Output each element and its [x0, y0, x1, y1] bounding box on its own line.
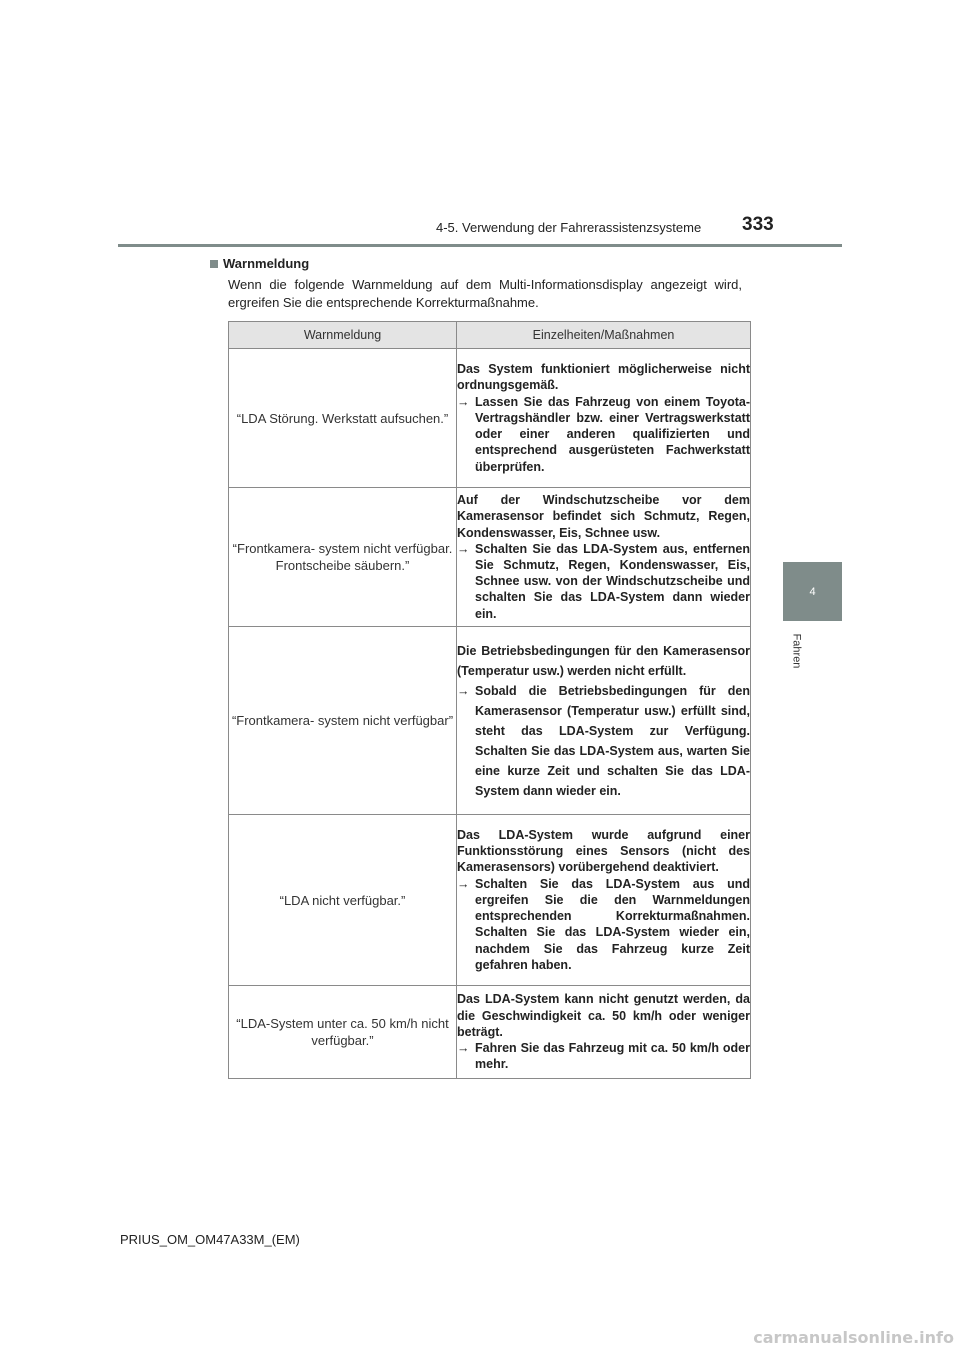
table-header-row [229, 322, 751, 349]
arrow-icon: → [457, 683, 470, 698]
watermark-text: carmanualsonline.info [753, 1328, 954, 1347]
table-row [229, 815, 751, 986]
action-text: Lassen Sie das Fahrzeug von einem Toyota-Vertragshändler bzw. einer Vertragswerkstatt oder einer anderen qualifizierten und entsprechend ausgerüsteten Fachwerkstatt überprüfen. [475, 394, 750, 474]
action-item [457, 1040, 750, 1072]
condition-text: Das LDA-System wurde aufgrund einer Funktionsstörung eines Sensors (nicht des Kamerasensors) vorübergehend deaktiviert. [457, 828, 750, 875]
square-bullet-icon [210, 260, 218, 268]
warning-message: “Frontkamera- system nicht verfügbar” [229, 627, 457, 815]
warning-message: “LDA Störung. Werkstatt aufsuchen.” [229, 349, 457, 488]
section-heading [210, 256, 309, 271]
action-item [457, 394, 750, 475]
arrow-icon: → [457, 541, 470, 556]
page-number: 333 [742, 214, 774, 235]
condition-text: Das LDA-System kann nicht genutzt werden, da die Geschwindigkeit ca. 50 km/h oder weniger beträgt. [457, 992, 750, 1039]
warning-details [457, 986, 751, 1079]
warning-details [457, 349, 751, 488]
column-header-message: Warnmeldung [229, 322, 457, 349]
warning-message: “LDA-System unter ca. 50 km/h nicht verfügbar.” [229, 986, 457, 1079]
action-text: Fahren Sie das Fahrzeug mit ca. 50 km/h oder mehr. [475, 1041, 750, 1072]
chapter-tab [783, 562, 842, 621]
action-item [457, 541, 750, 622]
arrow-icon: → [457, 1041, 470, 1056]
table-row [229, 986, 751, 1079]
table-row [229, 488, 751, 627]
footer-doc-code: PRIUS_OM_OM47A33M_(EM) [120, 1232, 300, 1247]
chapter-number: 4 [809, 585, 816, 598]
action-text: Sobald die Betriebsbedingungen für den Kamerasensor (Temperatur usw.) erfüllt sind, steht das LDA-System zur Verfügung. Schalten Sie das LDA-System aus, warten Sie eine kurze Zeit und schalten Sie das LDA-System dann wieder ein. [475, 683, 750, 798]
condition-text: Auf der Windschutzscheibe vor dem Kamerasensor befindet sich Schmutz, Regen, Kondenswasser, Eis, Schnee usw. [457, 493, 750, 540]
condition-text: Das System funktioniert möglicherweise nicht ordnungsgemäß. [457, 362, 750, 393]
chapter-label-wrap [786, 628, 806, 674]
warning-details [457, 627, 751, 815]
condition-text: Die Betriebsbedingungen für den Kamerasensor (Temperatur usw.) werden nicht erfüllt. [457, 643, 750, 678]
arrow-icon: → [457, 394, 470, 409]
action-item [457, 876, 750, 973]
header-section-title: 4-5. Verwendung der Fahrerassistenzsysteme [436, 220, 702, 235]
header-divider [118, 244, 842, 247]
table-row [229, 349, 751, 488]
action-text: Schalten Sie das LDA-System aus, entfernen Sie Schmutz, Regen, Kondenswasser, Eis, Schnee usw. von der Windschutzscheibe und schalten Sie das LDA-System dann wieder ein. [475, 541, 750, 621]
chapter-label: Fahren [790, 633, 803, 669]
arrow-icon: → [457, 876, 470, 891]
action-text: Schalten Sie das LDA-System aus und ergreifen Sie die den Warnmeldungen entsprechenden Korrekturmaßnahmen. Schalten Sie das LDA-System wieder ein, nachdem Sie das Fahrzeug kurze Zeit gefahren haben. [475, 876, 750, 972]
warning-message: “Frontkamera- system nicht verfügbar. Frontscheibe säubern.” [229, 488, 457, 627]
action-item [457, 681, 750, 801]
warning-details [457, 815, 751, 986]
column-header-details: Einzelheiten/Maßnahmen [457, 322, 751, 349]
warning-details [457, 488, 751, 627]
section-heading-text: Warnmeldung [223, 256, 310, 271]
warning-table [228, 321, 751, 1079]
intro-paragraph: Wenn die folgende Warnmeldung auf dem Multi-Informationsdisplay angezeigt wird, ergreifen Sie die entsprechende Korrekturmaßnahme. [228, 277, 742, 310]
warning-message: “LDA nicht verfügbar.” [229, 815, 457, 986]
table-row [229, 627, 751, 815]
